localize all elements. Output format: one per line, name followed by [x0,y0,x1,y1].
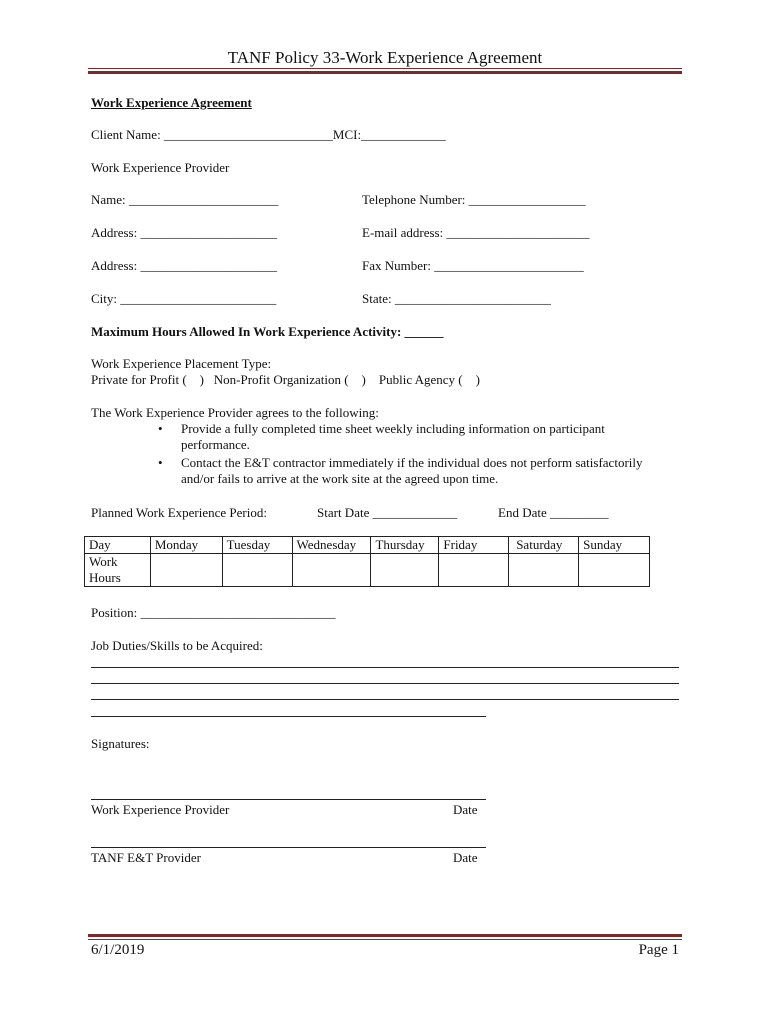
schedule-table [84,536,650,587]
day-wednesday: Wednesday [292,537,371,554]
signatures-label: Signatures: [91,736,150,751]
bullet-icon: • [158,455,163,470]
address-field-2[interactable]: Address: _____________________ [91,258,277,273]
day-monday: Monday [150,537,222,554]
planned-period-label: Planned Work Experience Period: [91,505,267,520]
hours-tuesday[interactable] [222,554,292,587]
address-field-1[interactable]: Address: _____________________ [91,225,277,240]
header-rule-thin [88,68,682,69]
hours-thursday[interactable] [371,554,439,587]
header-rule-thick [88,71,682,74]
bullet1-line2: performance. [181,437,250,452]
state-field[interactable]: State: ________________________ [362,291,551,306]
agrees-intro: The Work Experience Provider agrees to the following: [91,405,379,420]
hours-sunday[interactable] [579,554,650,587]
table-row [85,537,650,554]
provider-heading: Work Experience Provider [91,160,230,175]
hours-saturday[interactable] [509,554,579,587]
bullet2-line2: and/or fails to arrive at the work site at the agreed upon time. [181,471,499,486]
bullet-icon: • [158,421,163,436]
sig1-date-label: Date [453,802,478,817]
start-date-field[interactable]: Start Date _____________ [317,505,458,520]
work-hours-label [85,554,151,587]
fax-field[interactable]: Fax Number: _______________________ [362,258,584,273]
footer-date: 6/1/2019 [91,942,145,958]
hours-wednesday[interactable] [292,554,371,587]
signature-line-tanf[interactable] [91,847,486,848]
day-saturday: Saturday [509,537,579,554]
job-duties-line[interactable] [91,716,486,717]
hours-monday[interactable] [150,554,222,587]
job-duties-line[interactable] [91,699,679,700]
client-name-field[interactable]: Client Name: __________________________MCI:_____________ [91,127,446,142]
job-duties-label: Job Duties/Skills to be Acquired: [91,638,263,653]
sig2-label: TANF E&T Provider [91,850,201,865]
email-field[interactable]: E-mail address: ______________________ [362,225,590,240]
bullet2-line1: Contact the E&T contractor immediately if the individual does not perform satisfactorily [181,455,643,470]
day-sunday: Sunday [579,537,650,554]
telephone-field[interactable]: Telephone Number: __________________ [362,192,586,207]
max-hours-field[interactable]: Maximum Hours Allowed In Work Experience Activity: ______ [91,324,444,339]
placement-options[interactable]: Private for Profit ( ) Non-Profit Organization ( ) Public Agency ( ) [91,372,480,387]
work-label: Work [89,554,118,569]
day-friday: Friday [439,537,509,554]
page-title: TANF Policy 33-Work Experience Agreement [227,48,543,67]
city-field[interactable]: City: ________________________ [91,291,277,306]
table-row [85,554,650,587]
footer-page-number: Page 1 [638,942,679,958]
bullet1-line1: Provide a fully completed time sheet weekly including information on participant [181,421,605,436]
day-header-cell: Day [85,537,151,554]
signature-line-provider[interactable] [91,799,486,800]
placement-type-label: Work Experience Placement Type: [91,356,272,371]
position-field[interactable]: Position: ______________________________ [91,605,336,620]
day-tuesday: Tuesday [222,537,292,554]
hours-label: Hours [89,570,121,585]
day-thursday: Thursday [371,537,439,554]
end-date-field[interactable]: End Date _________ [498,505,609,520]
sig1-label: Work Experience Provider [91,802,230,817]
form-heading: Work Experience Agreement [91,95,252,110]
job-duties-line[interactable] [91,667,679,668]
sig2-date-label: Date [453,850,478,865]
job-duties-line[interactable] [91,683,679,684]
footer-rule-thin [88,939,682,940]
footer-rule-thick [88,934,682,937]
hours-friday[interactable] [439,554,509,587]
provider-name-field[interactable]: Name: _______________________ [91,192,279,207]
